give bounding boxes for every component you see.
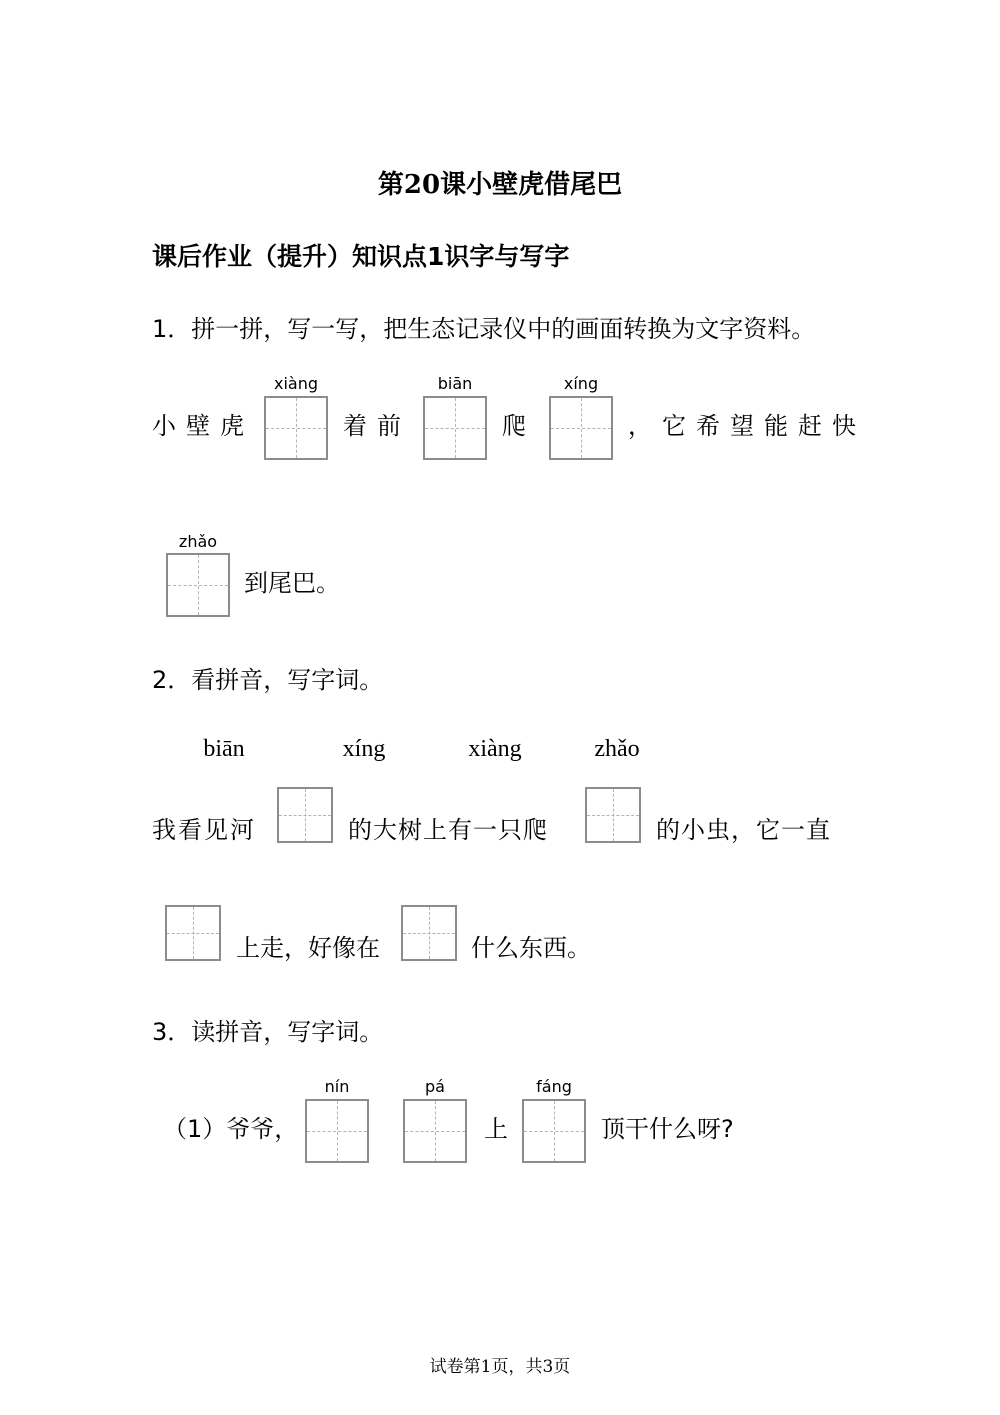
question-3-prompt: 3．读拼音，写字词。 xyxy=(152,1018,384,1046)
q1-answer-box-4[interactable] xyxy=(166,553,230,617)
q2-text-5: 什么东西。 xyxy=(471,934,591,962)
section-heading: 课后作业（提升）知识点1识字与写字 xyxy=(152,242,570,271)
q2-pinyin-1: biān xyxy=(203,736,245,762)
q1-text-2: 着前 xyxy=(343,412,411,440)
q2-answer-box-4[interactable] xyxy=(401,905,457,961)
q2-text-1: 我看见河 xyxy=(152,816,256,844)
q1-pinyin-1: xiàng xyxy=(273,374,318,393)
q3-pinyin-3: fáng xyxy=(536,1077,572,1096)
q1-pinyin-4: zhǎo xyxy=(178,532,218,551)
q2-pinyin-4: zhǎo xyxy=(594,736,640,762)
q2-answer-box-3[interactable] xyxy=(165,905,221,961)
q1-text-5: 到尾巴。 xyxy=(244,569,340,597)
q3-text-2: 顶干什么呀? xyxy=(601,1115,734,1143)
page-title: 第20课小壁虎借尾巴 xyxy=(377,170,623,200)
question-2-prompt: 2．看拼音，写字词。 xyxy=(152,666,384,694)
q1-answer-box-2[interactable] xyxy=(423,396,487,460)
q2-answer-box-1[interactable] xyxy=(277,787,333,843)
q3-answer-box-2[interactable] xyxy=(403,1099,467,1163)
q1-pinyin-3: xíng xyxy=(563,374,599,393)
q3-sub1-label: （1）爷爷， xyxy=(163,1115,299,1143)
q1-answer-box-1[interactable] xyxy=(264,396,328,460)
page-footer: 试卷第1页，共3页 xyxy=(429,1357,571,1377)
q1-text-1: 小壁虎 xyxy=(152,412,254,440)
q3-pinyin-1: nín xyxy=(324,1077,350,1096)
q3-text-1: 上 xyxy=(484,1115,508,1143)
q2-pinyin-2: xíng xyxy=(342,736,386,762)
q1-pinyin-2: biān xyxy=(437,374,473,393)
q2-text-2: 的大树上有一只爬 xyxy=(348,816,548,844)
q3-pinyin-2: pá xyxy=(425,1077,445,1096)
q2-text-3: 的小虫，它一直 xyxy=(656,816,831,844)
q3-answer-box-3[interactable] xyxy=(522,1099,586,1163)
question-1-prompt: 1．拼一拼，写一写，把生态记录仪中的画面转换为文字资料。 xyxy=(152,315,816,343)
q1-answer-box-3[interactable] xyxy=(549,396,613,460)
q2-text-4: 上走，好像在 xyxy=(236,934,380,962)
q3-answer-box-1[interactable] xyxy=(305,1099,369,1163)
q2-answer-box-2[interactable] xyxy=(585,787,641,843)
q1-text-3: 爬 xyxy=(502,412,526,440)
q1-text-4: ，它希望能赶快 xyxy=(628,412,866,440)
q2-pinyin-3: xiàng xyxy=(468,736,522,762)
